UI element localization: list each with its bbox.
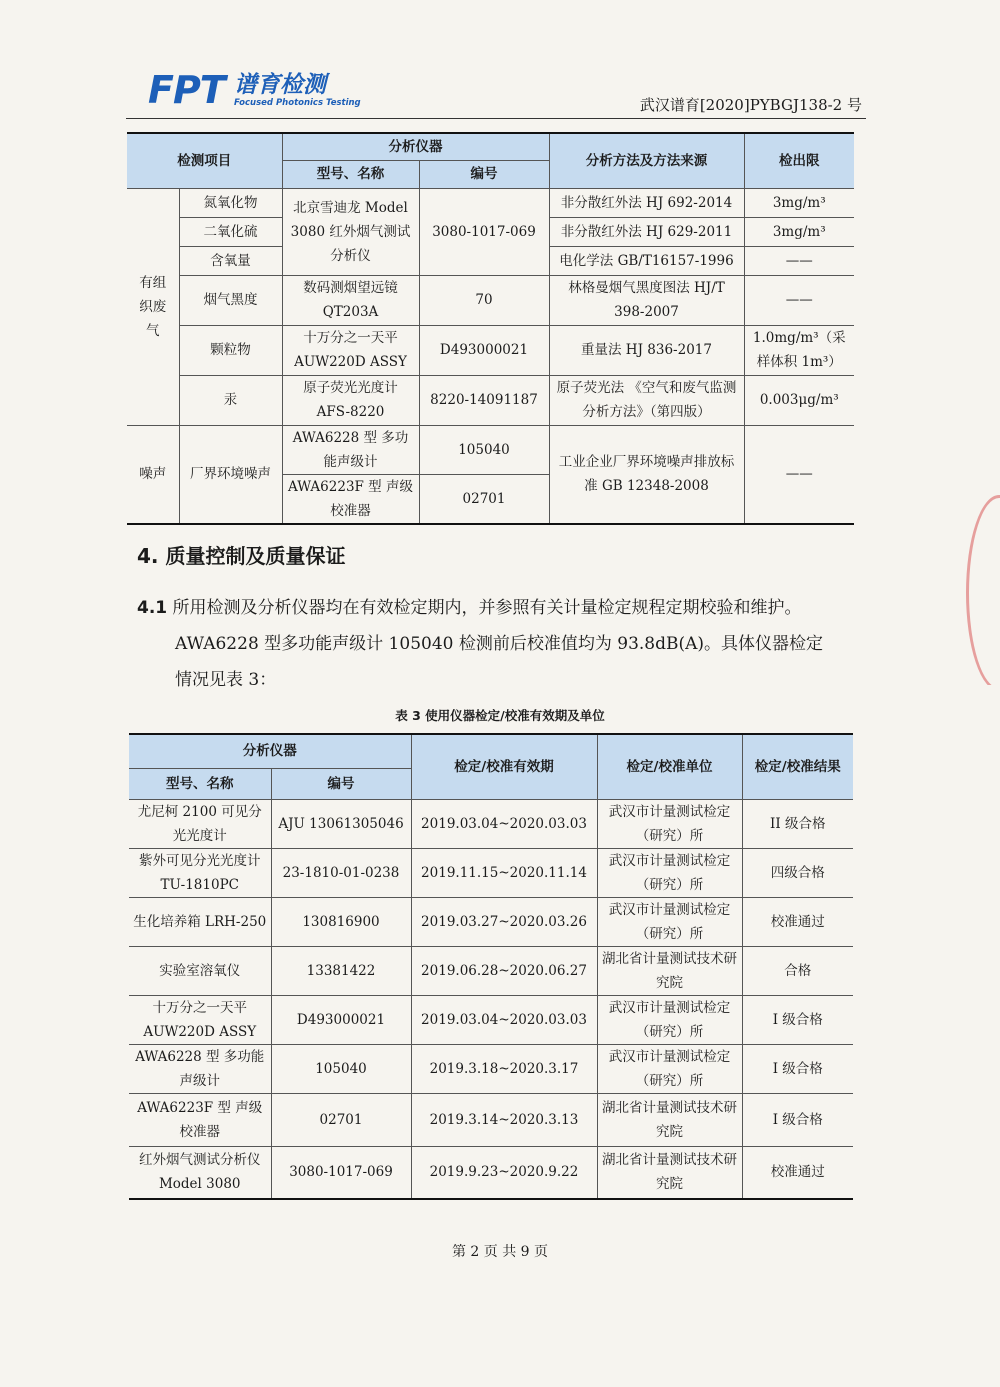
unit-cell: 武汉市计量测试检定（研究）所 bbox=[597, 897, 742, 946]
company-logo bbox=[148, 70, 368, 116]
table-row bbox=[127, 425, 854, 474]
serial-cell: D493000021 bbox=[419, 325, 549, 375]
table-row bbox=[129, 1093, 853, 1146]
unit-cell: 武汉市计量测试检定（研究）所 bbox=[597, 799, 742, 848]
limit-cell: —— bbox=[744, 425, 854, 524]
table-row bbox=[127, 375, 854, 425]
result-cell: I 级合格 bbox=[742, 995, 853, 1044]
serial-cell: 70 bbox=[419, 275, 549, 325]
method-cell: 电化学法 GB/T16157-1996 bbox=[549, 246, 744, 275]
limit-cell: 3mg/m³ bbox=[744, 188, 854, 217]
table-row bbox=[129, 799, 853, 848]
result-cell: 四级合格 bbox=[742, 848, 853, 897]
result-cell: I 级合格 bbox=[742, 1044, 853, 1093]
method-cell: 工业企业厂界环境噪声排放标准 GB 12348-2008 bbox=[549, 425, 744, 524]
serial-cell: 13381422 bbox=[271, 946, 411, 995]
table-row bbox=[129, 1146, 853, 1199]
validity-cell: 2019.06.28~2020.06.27 bbox=[411, 946, 597, 995]
item-cell: 汞 bbox=[179, 375, 282, 425]
unit-cell: 武汉市计量测试检定（研究）所 bbox=[597, 995, 742, 1044]
table-row bbox=[129, 897, 853, 946]
validity-cell: 2019.03.27~2020.03.26 bbox=[411, 897, 597, 946]
serial-cell: D493000021 bbox=[271, 995, 411, 1044]
section-title: 4. 质量控制及质量保证 bbox=[137, 544, 346, 568]
serial-cell: 8220-14091187 bbox=[419, 375, 549, 425]
validity-cell: 2019.3.14~2020.3.13 bbox=[411, 1093, 597, 1146]
model-cell: AWA6223F 型 声级校准器 bbox=[282, 474, 419, 524]
method-cell: 非分散红外法 HJ 629-2011 bbox=[549, 217, 744, 246]
validity-cell: 2019.3.18~2020.3.17 bbox=[411, 1044, 597, 1093]
serial-cell: 02701 bbox=[271, 1093, 411, 1146]
header-item: 检测项目 bbox=[127, 133, 282, 188]
logo-english-name: Focused Photonics Testing bbox=[234, 98, 361, 108]
paragraph-line-2: AWA6228 型多功能声级计 105040 检测前后校准值均为 93.8dB(A)。具体仪器检定 bbox=[175, 634, 824, 654]
model-cell: 数码测烟望远镜 QT203A bbox=[282, 275, 419, 325]
group-noise: 噪声 bbox=[127, 425, 179, 524]
logo-chinese-name: 谱育检测 bbox=[234, 72, 326, 98]
model-cell: AWA6223F 型 声级校准器 bbox=[129, 1093, 271, 1146]
item-cell: 厂界环境噪声 bbox=[179, 425, 282, 524]
model-cell: 紫外可见分光光度计 TU-1810PC bbox=[129, 848, 271, 897]
validity-cell: 2019.03.04~2020.03.03 bbox=[411, 995, 597, 1044]
header-result: 检定/校准结果 bbox=[742, 734, 853, 799]
item-cell: 烟气黑度 bbox=[179, 275, 282, 325]
limit-cell: —— bbox=[744, 275, 854, 325]
header-unit: 检定/校准单位 bbox=[597, 734, 742, 799]
table-row bbox=[127, 188, 854, 217]
table-row bbox=[129, 848, 853, 897]
serial-cell: 3080-1017-069 bbox=[271, 1146, 411, 1199]
serial-cell: 130816900 bbox=[271, 897, 411, 946]
limit-cell: 3mg/m³ bbox=[744, 217, 854, 246]
paragraph-text: 所用检测及分析仪器均在有效检定期内，并参照有关计量检定规程定期校验和维护。 bbox=[172, 598, 802, 618]
serial-cell: AJU 13061305046 bbox=[271, 799, 411, 848]
result-cell: 校准通过 bbox=[742, 897, 853, 946]
item-cell: 含氧量 bbox=[179, 246, 282, 275]
limit-cell: 0.003μg/m³ bbox=[744, 375, 854, 425]
result-cell: II 级合格 bbox=[742, 799, 853, 848]
model-cell: 尤尼柯 2100 可见分光光度计 bbox=[129, 799, 271, 848]
model-cell: 北京雪迪龙 Model 3080 红外烟气测试分析仪 bbox=[282, 188, 419, 275]
unit-cell: 武汉市计量测试检定（研究）所 bbox=[597, 848, 742, 897]
limit-cell: 1.0mg/m³（采样体积 1m³） bbox=[744, 325, 854, 375]
model-cell: 原子荧光光度计 AFS-8220 bbox=[282, 375, 419, 425]
header-instrument: 分析仪器 bbox=[282, 133, 549, 160]
item-cell: 氮氧化物 bbox=[179, 188, 282, 217]
detection-method-table bbox=[127, 132, 854, 525]
validity-cell: 2019.11.15~2020.11.14 bbox=[411, 848, 597, 897]
result-cell: 校准通过 bbox=[742, 1146, 853, 1199]
serial-cell: 02701 bbox=[419, 474, 549, 524]
model-cell: 十万分之一天平 AUW220D ASSY bbox=[282, 325, 419, 375]
limit-cell: —— bbox=[744, 246, 854, 275]
unit-cell: 湖北省计量测试技术研究院 bbox=[597, 946, 742, 995]
header-model: 型号、名称 bbox=[129, 768, 271, 799]
serial-cell: 105040 bbox=[271, 1044, 411, 1093]
header-limit: 检出限 bbox=[744, 133, 854, 188]
unit-cell: 湖北省计量测试技术研究院 bbox=[597, 1146, 742, 1199]
method-cell: 原子荧光法 《空气和废气监测分析方法》（第四版） bbox=[549, 375, 744, 425]
seal-stamp-icon bbox=[958, 495, 1000, 685]
serial-cell: 23-1810-01-0238 bbox=[271, 848, 411, 897]
header-validity: 检定/校准有效期 bbox=[411, 734, 597, 799]
paragraph-line-3: 情况见表 3： bbox=[175, 670, 277, 690]
table-row bbox=[129, 995, 853, 1044]
report-number: 武汉谱育[2020]PYBGJ138-2 号 bbox=[639, 96, 862, 114]
header-instrument: 分析仪器 bbox=[129, 734, 411, 768]
model-cell: AWA6228 型 多功能声级计 bbox=[129, 1044, 271, 1093]
model-cell: 生化培养箱 LRH-250 bbox=[129, 897, 271, 946]
method-cell: 重量法 HJ 836-2017 bbox=[549, 325, 744, 375]
result-cell: 合格 bbox=[742, 946, 853, 995]
item-cell: 二氧化硫 bbox=[179, 217, 282, 246]
validity-cell: 2019.9.23~2020.9.22 bbox=[411, 1146, 597, 1199]
paragraph-number: 4.1 bbox=[137, 598, 168, 618]
header-method: 分析方法及方法来源 bbox=[549, 133, 744, 188]
result-cell: I 级合格 bbox=[742, 1093, 853, 1146]
item-cell: 颗粒物 bbox=[179, 325, 282, 375]
page-number: 第 2 页 共 9 页 bbox=[451, 1244, 549, 1260]
method-cell: 林格曼烟气黑度图法 HJ/T 398-2007 bbox=[549, 275, 744, 325]
table-row bbox=[127, 275, 854, 325]
validity-cell: 2019.03.04~2020.03.03 bbox=[411, 799, 597, 848]
model-cell: 红外烟气测试分析仪 Model 3080 bbox=[129, 1146, 271, 1199]
table-row bbox=[127, 325, 854, 375]
method-cell: 非分散红外法 HJ 692-2014 bbox=[549, 188, 744, 217]
calibration-table bbox=[129, 733, 853, 1200]
unit-cell: 武汉市计量测试检定（研究）所 bbox=[597, 1044, 742, 1093]
header-serial: 编号 bbox=[271, 768, 411, 799]
model-cell: AWA6228 型 多功能声级计 bbox=[282, 425, 419, 474]
serial-cell: 3080-1017-069 bbox=[419, 188, 549, 275]
header-model: 型号、名称 bbox=[282, 160, 419, 188]
logo-mark: FPT bbox=[148, 68, 225, 112]
model-cell: 十万分之一天平 AUW220D ASSY bbox=[129, 995, 271, 1044]
unit-cell: 湖北省计量测试技术研究院 bbox=[597, 1093, 742, 1146]
paragraph-line-1 bbox=[137, 590, 857, 626]
model-cell: 实验室溶氧仪 bbox=[129, 946, 271, 995]
serial-cell: 105040 bbox=[419, 425, 549, 474]
group-exhaust-gas: 有组织废气 bbox=[127, 188, 179, 425]
table-row bbox=[129, 1044, 853, 1093]
table-caption: 表 3 使用仪器检定/校准有效期及单位 bbox=[395, 708, 605, 723]
header-divider bbox=[126, 118, 866, 119]
table-row bbox=[129, 946, 853, 995]
header-serial: 编号 bbox=[419, 160, 549, 188]
